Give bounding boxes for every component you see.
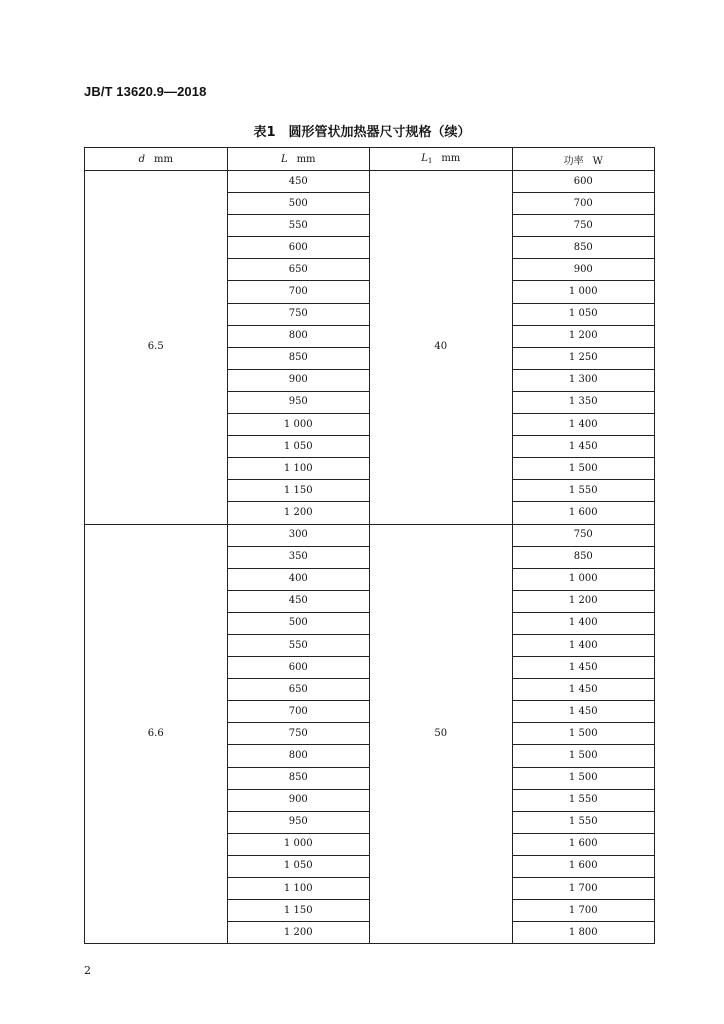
header-l-unit: mm	[296, 153, 316, 165]
cell-power: 1 200	[512, 590, 655, 612]
cell-l: 900	[227, 369, 370, 391]
cell-l: 550	[227, 215, 370, 237]
cell-power: 600	[512, 171, 655, 193]
cell-l: 750	[227, 303, 370, 325]
cell-power: 1 700	[512, 878, 655, 900]
cell-power: 1 500	[512, 458, 655, 480]
cell-power: 1 500	[512, 723, 655, 745]
cell-power: 1 550	[512, 480, 655, 502]
cell-l: 1 150	[227, 900, 370, 922]
table-row	[85, 524, 655, 546]
header-d-unit: mm	[153, 153, 173, 165]
header-l	[227, 148, 370, 171]
cell-l: 950	[227, 391, 370, 413]
cell-l: 500	[227, 193, 370, 215]
cell-l: 950	[227, 811, 370, 833]
cell-power: 1 600	[512, 833, 655, 855]
table-body	[85, 171, 655, 944]
cell-power: 1 450	[512, 679, 655, 701]
cell-power: 1 400	[512, 414, 655, 436]
cell-power: 1 600	[512, 855, 655, 877]
header-l1-subscript: 1	[427, 157, 433, 165]
cell-power: 1 550	[512, 789, 655, 811]
cell-l: 1 150	[227, 480, 370, 502]
header-l1-symbol: L	[421, 153, 428, 164]
cell-power: 1 200	[512, 325, 655, 347]
cell-d: 6.5	[85, 171, 228, 525]
document-code: JB/T 13620.9—2018	[84, 84, 207, 99]
cell-l: 400	[227, 568, 370, 590]
cell-power: 1 300	[512, 369, 655, 391]
cell-l: 1 050	[227, 855, 370, 877]
cell-l1: 40	[370, 171, 513, 525]
cell-power: 1 600	[512, 502, 655, 524]
header-power	[512, 148, 655, 171]
header-l-symbol: L	[280, 153, 288, 165]
header-l1-unit: mm	[441, 153, 461, 164]
cell-power: 1 000	[512, 281, 655, 303]
table-row	[85, 171, 655, 193]
cell-l: 600	[227, 657, 370, 679]
cell-power: 750	[512, 524, 655, 546]
cell-power: 850	[512, 237, 655, 259]
cell-l: 450	[227, 171, 370, 193]
cell-power: 1 050	[512, 303, 655, 325]
cell-l: 700	[227, 701, 370, 723]
cell-l: 1 050	[227, 436, 370, 458]
table-title: 表1 圆形管状加热器尺寸规格（续）	[253, 125, 471, 140]
header-power-unit: W	[592, 155, 603, 167]
cell-power: 850	[512, 546, 655, 568]
cell-l: 1 000	[227, 414, 370, 436]
cell-l: 1 100	[227, 458, 370, 480]
cell-power: 900	[512, 259, 655, 281]
cell-power: 1 450	[512, 657, 655, 679]
cell-power: 1 250	[512, 347, 655, 369]
header-power-label: 功率	[563, 155, 584, 167]
cell-l: 1 000	[227, 833, 370, 855]
cell-power: 1 800	[512, 922, 655, 944]
cell-l: 500	[227, 612, 370, 634]
spec-table	[84, 147, 655, 944]
cell-l: 650	[227, 259, 370, 281]
cell-l: 700	[227, 281, 370, 303]
cell-power: 700	[512, 193, 655, 215]
cell-d: 6.6	[85, 524, 228, 944]
cell-power: 1 450	[512, 701, 655, 723]
cell-power: 1 550	[512, 811, 655, 833]
cell-l: 800	[227, 745, 370, 767]
cell-power: 1 000	[512, 568, 655, 590]
cell-l: 300	[227, 524, 370, 546]
cell-l: 350	[227, 546, 370, 568]
cell-power: 1 500	[512, 767, 655, 789]
cell-l: 1 100	[227, 878, 370, 900]
table-header-row	[85, 148, 655, 171]
cell-power: 1 450	[512, 436, 655, 458]
cell-l: 450	[227, 590, 370, 612]
cell-l: 900	[227, 789, 370, 811]
cell-l: 1 200	[227, 502, 370, 524]
cell-power: 1 400	[512, 612, 655, 634]
cell-power: 1 400	[512, 634, 655, 656]
cell-l: 650	[227, 679, 370, 701]
cell-l: 550	[227, 634, 370, 656]
cell-l: 600	[227, 237, 370, 259]
cell-l1: 50	[370, 524, 513, 944]
cell-l: 850	[227, 347, 370, 369]
header-d	[85, 148, 228, 171]
cell-power: 750	[512, 215, 655, 237]
header-l1	[370, 148, 513, 171]
cell-power: 1 700	[512, 900, 655, 922]
page-number: 2	[84, 964, 91, 977]
cell-power: 1 500	[512, 745, 655, 767]
cell-power: 1 350	[512, 391, 655, 413]
cell-l: 750	[227, 723, 370, 745]
cell-l: 800	[227, 325, 370, 347]
cell-l: 1 200	[227, 922, 370, 944]
cell-l: 850	[227, 767, 370, 789]
header-d-symbol: d	[138, 153, 145, 165]
